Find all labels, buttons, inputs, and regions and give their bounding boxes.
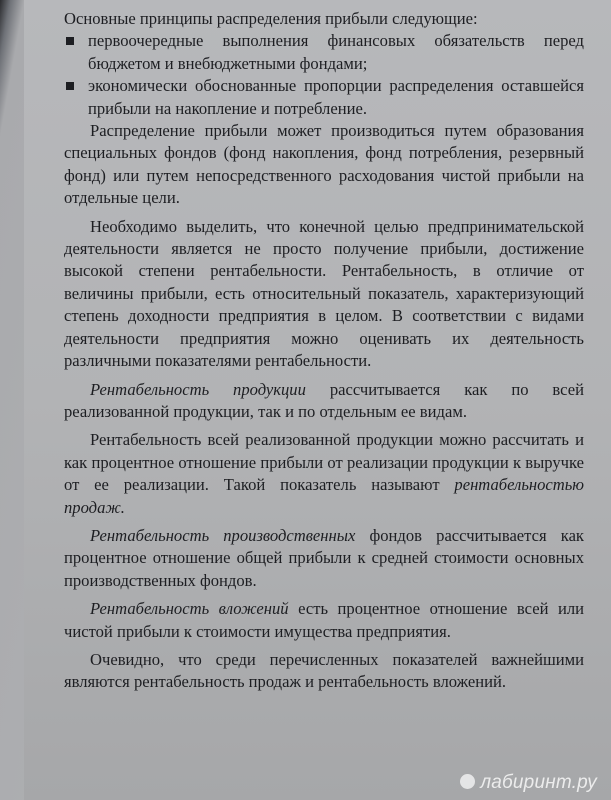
list-heading: Основные принципы распределения прибыли следующие:	[64, 9, 478, 28]
paragraph-text: есть процентное отношение всей или чистой прибыли к стоимости имущества предприятия.	[64, 599, 584, 641]
watermark-text: лабиринт.ру	[480, 772, 597, 793]
paragraph-text: Рентабельность всей реализованной продукции можно рассчитать и как процентное отношение прибыли от реализации продукции к выручке от ее реализации. Такой показатель называют	[64, 430, 584, 495]
paragraph-product-profitability	[64, 379, 584, 424]
paragraph-assets-profitability	[64, 525, 584, 592]
bullet-item	[64, 30, 584, 75]
paragraph-profitability-goal: Необходимо выделить, что конечной целью предпринимательской деятельности является не просто получение прибыли, достижение высокой степени рентабельности. Рентабельность, в отличие от величины прибыли, есть относительный показатель, характеризующий степень доходности предприятия в целом. В соответствии с видами деятельности предприятия можно оценивать их деятельность различными показателями рентабельности.	[64, 216, 584, 371]
labirint-logo-icon	[460, 774, 475, 789]
bullet-square-icon	[66, 82, 74, 90]
term-italic: рентабельностью продаж.	[64, 475, 584, 517]
paragraph-investment-profitability	[64, 598, 584, 643]
term-italic: Рентабельность вложений	[90, 599, 289, 619]
bullet-square-icon	[66, 37, 74, 45]
bullet-text: первоочередные выполнения финансовых обязательств перед бюджетом и внебюджетными фондами;	[88, 31, 584, 73]
term-italic: Рентабельность продукции	[90, 379, 306, 399]
bullet-item	[64, 75, 584, 120]
paragraph-profit-distribution: Распределение прибыли может производиться путем образования специальных фондов (фонд накопления, фонд потребления, резервный фонд) или путем непосредственного расходования чистой прибыли на отдельные цели.	[64, 121, 584, 208]
term-italic: Рентабельность производственных	[90, 525, 356, 545]
book-page	[24, 0, 611, 800]
paragraph-sales-profitability	[64, 429, 584, 519]
bullet-text: экономически обоснованные пропорции распределения оставшейся прибыли на накопление и потребление.	[88, 76, 584, 118]
paragraph-conclusion: Очевидно, что среди перечисленных показателей важнейшими являются рентабельность продаж и рентабельность вложений.	[64, 649, 584, 692]
paragraph-text: фондов рассчитывается как процентное отношение общей прибыли к средней стоимости основных производственных фондов.	[64, 525, 584, 590]
page-text	[64, 8, 584, 694]
watermark	[460, 772, 597, 794]
paragraph-text: рассчитывается как по всей реализованной продукции, так и по отдельным ее видам.	[64, 379, 584, 421]
